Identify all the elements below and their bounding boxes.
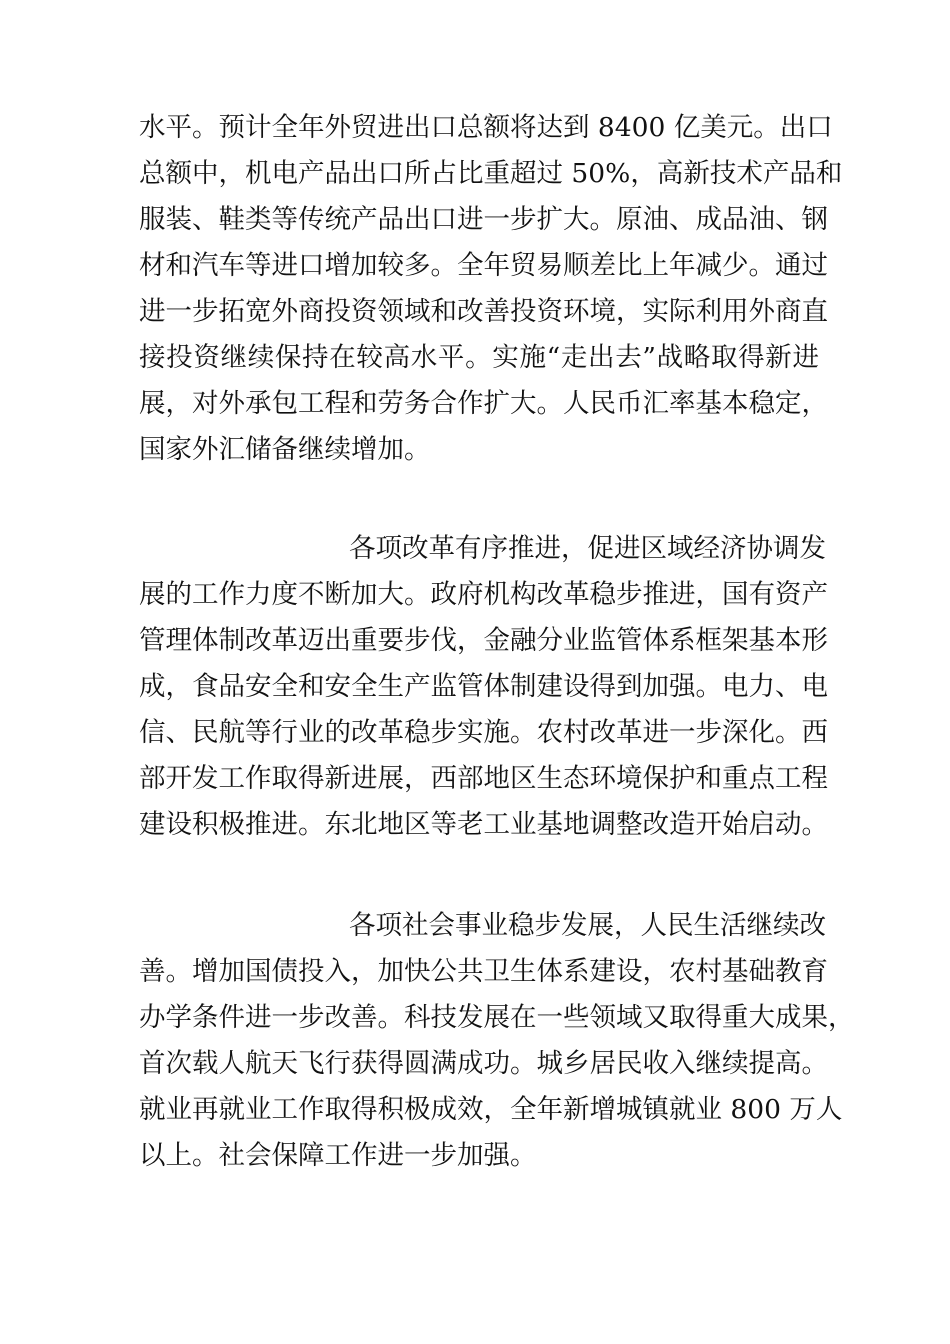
text-line: 首次载人航天飞行获得圆满成功。城乡居民收入继续提高。 <box>139 1048 828 1079</box>
text-line: 建设积极推进。东北地区等老工业基地调整改造开始启动。 <box>139 809 828 840</box>
text-line: 总额中，机电产品出口所占比重超过 50%，高新技术产品和 <box>139 158 843 189</box>
paragraph-foreign-trade <box>139 105 843 473</box>
text-line: 服装、鞋类等传统产品出口进一步扩大。原油、成品油、钢 <box>139 204 828 235</box>
text-line: 接投资继续保持在较高水平。实施“走出去”战略取得新进 <box>139 342 819 373</box>
text-line: 各项社会事业稳步发展，人民生活继续改 <box>349 910 826 941</box>
text-line: 管理体制改革迈出重要步伐，金融分业监管体系框架基本形 <box>139 625 828 656</box>
text-line: 各项改革有序推进，促进区域经济协调发 <box>349 533 826 564</box>
text-line: 国家外汇储备继续增加。 <box>139 434 431 465</box>
text-line: 信、民航等行业的改革稳步实施。农村改革进一步深化。西 <box>139 717 828 748</box>
text-line: 进一步拓宽外商投资领域和改善投资环境，实际利用外商直 <box>139 296 828 327</box>
text-line: 展，对外承包工程和劳务合作扩大。人民币汇率基本稳定， <box>139 388 828 419</box>
text-line: 材和汽车等进口增加较多。全年贸易顺差比上年减少。通过 <box>139 250 828 281</box>
text-line: 就业再就业工作取得积极成效，全年新增城镇就业 800 万人 <box>139 1094 843 1125</box>
text-line: 善。增加国债投入，加快公共卫生体系建设，农村基础教育 <box>139 956 828 987</box>
text-line: 以上。社会保障工作进一步加强。 <box>139 1140 537 1171</box>
text-line: 办学条件进一步改善。科技发展在一些领域又取得重大成果， <box>139 1002 855 1033</box>
text-line: 展的工作力度不断加大。政府机构改革稳步推进，国有资产 <box>139 579 828 610</box>
text-line: 水平。预计全年外贸进出口总额将达到 8400 亿美元。出口 <box>139 112 833 143</box>
paragraph-social-development <box>139 903 855 1179</box>
text-line: 部开发工作取得新进展，西部地区生态环境保护和重点工程 <box>139 763 828 794</box>
text-line: 成，食品安全和安全生产监管体制建设得到加强。电力、电 <box>139 671 828 702</box>
paragraph-reform <box>139 526 828 848</box>
